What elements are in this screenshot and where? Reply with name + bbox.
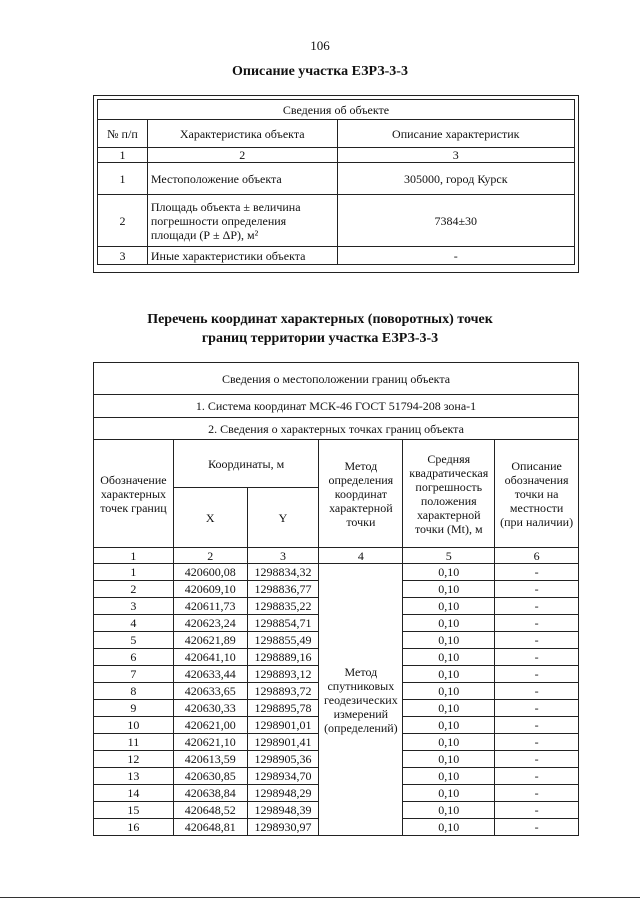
point-desc: - bbox=[495, 632, 579, 649]
point-number: 4 bbox=[94, 615, 174, 632]
coord-y: 1298901,41 bbox=[247, 734, 319, 751]
header-method-line: Метод bbox=[344, 458, 378, 473]
header-point bbox=[94, 440, 174, 548]
point-error: 0,10 bbox=[403, 802, 495, 819]
point-error: 0,10 bbox=[403, 632, 495, 649]
header-point-line: точек границ bbox=[100, 500, 167, 515]
header-y: Y bbox=[247, 488, 319, 548]
point-desc: - bbox=[495, 768, 579, 785]
coord-x: 420600,08 bbox=[173, 564, 247, 581]
header-error bbox=[403, 440, 495, 548]
point-desc: - bbox=[495, 666, 579, 683]
header-desc-line: Описание bbox=[511, 458, 562, 473]
row-name: Местоположение объекта bbox=[147, 163, 337, 195]
coord-x: 420621,10 bbox=[173, 734, 247, 751]
header-desc-line: точки на bbox=[514, 486, 559, 501]
coord-x: 420648,81 bbox=[173, 819, 247, 836]
coords-caption-points: 2. Сведения о характерных точках границ объекта bbox=[94, 418, 579, 440]
point-number: 1 bbox=[94, 564, 174, 581]
point-number: 16 bbox=[94, 819, 174, 836]
header-error-line: Средняя bbox=[427, 451, 471, 466]
row-value: 7384±30 bbox=[337, 195, 574, 247]
point-error: 0,10 bbox=[403, 615, 495, 632]
header-error-line: погрешность bbox=[415, 479, 483, 494]
point-number: 3 bbox=[94, 598, 174, 615]
section-title: Описание участка ЕЗРЗ-3-3 bbox=[232, 64, 408, 79]
header-method bbox=[319, 440, 403, 548]
header-method-line: координат bbox=[334, 486, 387, 501]
row-name-line: Площадь объекта ± величина bbox=[150, 199, 301, 214]
point-error: 0,10 bbox=[403, 717, 495, 734]
point-number: 14 bbox=[94, 785, 174, 802]
header-coords: Координаты, м bbox=[173, 440, 319, 488]
coord-y: 1298901,01 bbox=[247, 717, 319, 734]
coord-x: 420613,59 bbox=[173, 751, 247, 768]
coord-y: 1298905,36 bbox=[247, 751, 319, 768]
point-number: 10 bbox=[94, 717, 174, 734]
table-row bbox=[94, 564, 579, 581]
coords-title-line: Перечень координат характерных (поворотных) точек bbox=[147, 312, 493, 327]
coord-y: 1298854,71 bbox=[247, 615, 319, 632]
col-number: 1 bbox=[98, 148, 148, 163]
coord-y: 1298893,12 bbox=[247, 666, 319, 683]
coord-x: 420621,89 bbox=[173, 632, 247, 649]
point-desc: - bbox=[495, 785, 579, 802]
point-number: 11 bbox=[94, 734, 174, 751]
coord-x: 420611,73 bbox=[173, 598, 247, 615]
col-number: 2 bbox=[173, 548, 247, 564]
header-desc bbox=[495, 440, 579, 548]
col-number: 4 bbox=[319, 548, 403, 564]
coord-x: 420648,52 bbox=[173, 802, 247, 819]
point-desc: - bbox=[495, 598, 579, 615]
header-error-line: точки (Mt), м bbox=[414, 521, 483, 536]
point-number: 8 bbox=[94, 683, 174, 700]
point-number: 2 bbox=[94, 581, 174, 598]
header-error-line: положения bbox=[420, 493, 477, 508]
coords-caption-location: Сведения о местоположении границ объекта bbox=[94, 363, 579, 395]
header-desc-line: местности bbox=[509, 500, 564, 515]
row-name-line: площади (Р ± ΔР), м² bbox=[150, 227, 259, 242]
coord-y: 1298855,49 bbox=[247, 632, 319, 649]
point-error: 0,10 bbox=[403, 785, 495, 802]
coords-table bbox=[93, 362, 579, 836]
point-error: 0,10 bbox=[403, 683, 495, 700]
coords-title bbox=[0, 310, 640, 348]
row-number: 2 bbox=[98, 195, 148, 247]
header-point-line: Обозначение bbox=[100, 472, 167, 487]
coords-caption-system: 1. Система координат МСК-46 ГОСТ 51794-208 зона-1 bbox=[94, 395, 579, 418]
col-number: 2 bbox=[147, 148, 337, 163]
coord-y: 1298834,32 bbox=[247, 564, 319, 581]
header-method-line: точки bbox=[346, 514, 376, 529]
col-number: 3 bbox=[337, 148, 574, 163]
point-number: 6 bbox=[94, 649, 174, 666]
coord-y: 1298889,16 bbox=[247, 649, 319, 666]
point-number: 12 bbox=[94, 751, 174, 768]
point-desc: - bbox=[495, 802, 579, 819]
coord-x: 420621,00 bbox=[173, 717, 247, 734]
method-line: Метод bbox=[344, 664, 378, 679]
point-error: 0,10 bbox=[403, 649, 495, 666]
point-desc: - bbox=[495, 581, 579, 598]
row-number: 3 bbox=[98, 247, 148, 265]
object-table-caption: Сведения об объекте bbox=[98, 100, 575, 120]
method-line: геодезических bbox=[323, 692, 398, 707]
row-value: 305000, город Курск bbox=[337, 163, 574, 195]
point-desc: - bbox=[495, 683, 579, 700]
header-x: X bbox=[173, 488, 247, 548]
point-error: 0,10 bbox=[403, 768, 495, 785]
bottom-rule bbox=[0, 897, 640, 898]
col-number: 5 bbox=[403, 548, 495, 564]
header-error-line: характерной bbox=[416, 507, 481, 522]
point-desc: - bbox=[495, 615, 579, 632]
coord-y: 1298948,29 bbox=[247, 785, 319, 802]
header-description: Описание характеристик bbox=[337, 120, 574, 148]
point-number: 7 bbox=[94, 666, 174, 683]
coord-x: 420641,10 bbox=[173, 649, 247, 666]
coord-y: 1298948,39 bbox=[247, 802, 319, 819]
page-number: 106 bbox=[310, 38, 330, 53]
coord-x: 420630,33 bbox=[173, 700, 247, 717]
point-desc: - bbox=[495, 700, 579, 717]
coord-x: 420609,10 bbox=[173, 581, 247, 598]
header-point-line: характерных bbox=[100, 486, 167, 501]
point-error: 0,10 bbox=[403, 666, 495, 683]
header-number: № п/п bbox=[98, 120, 148, 148]
point-number: 15 bbox=[94, 802, 174, 819]
point-error: 0,10 bbox=[403, 700, 495, 717]
point-error: 0,10 bbox=[403, 581, 495, 598]
header-method-line: определения bbox=[328, 472, 394, 487]
col-number: 1 bbox=[94, 548, 174, 564]
coords-title-line: границ территории участка ЕЗРЗ-3-3 bbox=[201, 331, 439, 346]
point-error: 0,10 bbox=[403, 598, 495, 615]
coord-y: 1298934,70 bbox=[247, 768, 319, 785]
point-error: 0,10 bbox=[403, 751, 495, 768]
row-name-line: погрешности определения bbox=[150, 213, 287, 228]
point-desc: - bbox=[495, 819, 579, 836]
coord-x: 420633,44 bbox=[173, 666, 247, 683]
point-number: 13 bbox=[94, 768, 174, 785]
coord-y: 1298895,78 bbox=[247, 700, 319, 717]
point-error: 0,10 bbox=[403, 734, 495, 751]
row-number: 1 bbox=[98, 163, 148, 195]
coord-x: 420630,85 bbox=[173, 768, 247, 785]
col-number: 6 bbox=[495, 548, 579, 564]
row-name: Иные характеристики объекта bbox=[147, 247, 337, 265]
header-characteristic: Характеристика объекта bbox=[147, 120, 337, 148]
point-desc: - bbox=[495, 717, 579, 734]
point-desc: - bbox=[495, 564, 579, 581]
coord-y: 1298836,77 bbox=[247, 581, 319, 598]
method-line: спутниковых bbox=[327, 678, 395, 693]
coord-x: 420633,65 bbox=[173, 683, 247, 700]
point-desc: - bbox=[495, 751, 579, 768]
header-desc-line: обозначения bbox=[504, 472, 569, 487]
point-number: 9 bbox=[94, 700, 174, 717]
coord-y: 1298930,97 bbox=[247, 819, 319, 836]
coord-y: 1298835,22 bbox=[247, 598, 319, 615]
col-number: 3 bbox=[247, 548, 319, 564]
header-error-line: квадратическая bbox=[409, 465, 489, 480]
header-desc-line: (при наличии) bbox=[500, 514, 574, 529]
row-value: - bbox=[337, 247, 574, 265]
point-error: 0,10 bbox=[403, 819, 495, 836]
header-method-line: характерной bbox=[329, 500, 393, 515]
object-table bbox=[97, 99, 575, 265]
coord-x: 420638,84 bbox=[173, 785, 247, 802]
method-line: измерений bbox=[333, 706, 389, 721]
method-line: (определений) bbox=[324, 720, 398, 735]
coord-y: 1298893,72 bbox=[247, 683, 319, 700]
point-error: 0,10 bbox=[403, 564, 495, 581]
point-number: 5 bbox=[94, 632, 174, 649]
method-cell bbox=[319, 564, 403, 836]
coord-x: 420623,24 bbox=[173, 615, 247, 632]
point-desc: - bbox=[495, 649, 579, 666]
row-name bbox=[147, 195, 337, 247]
point-desc: - bbox=[495, 734, 579, 751]
